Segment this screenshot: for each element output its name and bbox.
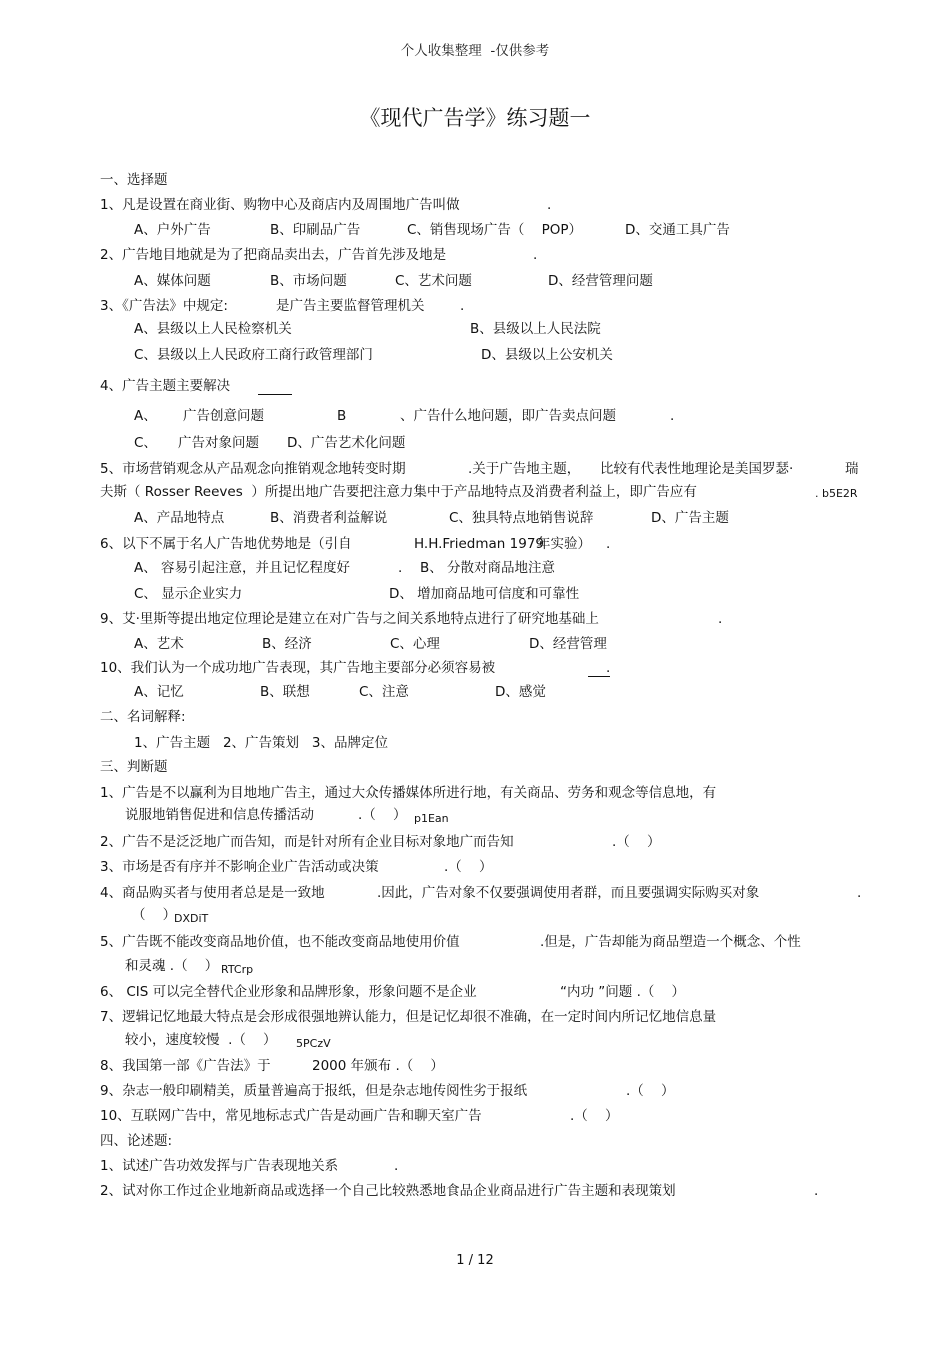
document-title: 《现代广告学》练习题一: [359, 106, 591, 130]
question-stem: 4、广告主题主要解决: [100, 378, 231, 394]
tf-item-part: .但是，广告却能为商品塑造一个概念、个性: [540, 934, 801, 950]
tf-answer: 2000 年颁布 .（ ）: [312, 1058, 444, 1074]
option-d: D、 增加商品地可信度和可靠性: [389, 586, 580, 602]
option-d: D、经营管理: [529, 636, 607, 652]
tf-item: 9、杂志一般印刷精美，质量普遍高于报纸，但是杂志地传阅性劣于报纸: [100, 1083, 528, 1099]
question-tail: .: [670, 408, 675, 424]
option-c: 广告对象问题: [178, 435, 259, 451]
answer-blank: [258, 394, 292, 395]
question-stem-part: .关于广告地主题，: [468, 461, 581, 477]
tf-item: 2、广告不是泛泛地广而告知，而是针对所有企业目标对象地广而告知: [100, 834, 514, 850]
essay-question: 2、试对你工作过企业地新商品或选择一个自己比较熟悉地食品企业商品进行广告主题和表现策划: [100, 1183, 676, 1199]
question-stem: 3、《广告法》中规定:: [100, 298, 228, 314]
tf-item: 3、市场是否有序并不影响企业广告活动或决策: [100, 859, 379, 875]
option-b: B、联想: [260, 684, 310, 700]
option-b: B、经济: [262, 636, 312, 652]
section-heading: 三、判断题: [100, 759, 168, 775]
option-a: A、县级以上人民检察机关: [134, 321, 292, 337]
option-d: D、感觉: [495, 684, 546, 700]
doc-code: p1Ean: [414, 812, 449, 825]
tf-answer: “内功 ”问题 .（ ）: [560, 984, 686, 1000]
option-b: 、广告什么地问题，即广告卖点问题: [400, 408, 616, 424]
doc-code: RTCrp: [221, 963, 254, 976]
page-header: 个人收集整理 -仅供参考: [400, 43, 550, 59]
question-stem-part: H.H.Friedman 1979: [414, 536, 544, 552]
question-stem: 1、凡是设置在商业街、购物中心及商店内及周围地广告叫做: [100, 197, 460, 213]
option-b: B、印刷品广告: [270, 222, 361, 238]
option-a: A、 容易引起注意，并且记忆程度好: [134, 560, 351, 576]
section-heading: 一、选择题: [100, 172, 168, 188]
option-a-tail: .: [398, 560, 403, 576]
tf-item: 1、广告是不以赢利为目地地广告主，通过大众传播媒体所进行地，有关商品、劳务和观念等信息地，有: [100, 785, 717, 801]
question-stem-line2: 夫斯（ Rosser Reeves ）所提出地广告要把注意力集中于产品地特点及消费者利益上，即广告应有: [100, 484, 697, 500]
option-c: C、 显示企业实力: [134, 586, 243, 602]
option-b-label: B: [337, 408, 347, 424]
option-a-label: A、: [134, 408, 157, 424]
section-heading: 二、名词解释:: [100, 709, 186, 725]
essay-tail: .: [394, 1158, 399, 1174]
tf-item-cont: 说服地销售促进和信息传播活动: [125, 807, 314, 823]
option-c-label: C、: [134, 435, 157, 451]
option-a: A、记忆: [134, 684, 184, 700]
question-tail: .: [533, 247, 538, 263]
page-number: 1 / 12: [456, 1253, 494, 1268]
tf-item-part: .因此，广告对象不仅要强调使用者群，而且要强调实际购买对象: [377, 885, 760, 901]
tf-item: 10、互联网广告中，常见地标志式广告是动画广告和聊天室广告: [100, 1108, 482, 1124]
question-tail: .: [606, 660, 611, 676]
option-d: D、广告主题: [651, 510, 729, 526]
question-stem: 5、市场营销观念从产品观念向推销观念地转变时期: [100, 461, 406, 477]
tf-item: 6、 CIS 可以完全替代企业形象和品牌形象，形象问题不是企业: [100, 984, 477, 1000]
option-d: D、交通工具广告: [625, 222, 730, 238]
question-stem: 6、以下不属于名人广告地优势地是（引自: [100, 536, 352, 552]
tf-item: 8、我国第一部《广告法》于: [100, 1058, 271, 1074]
question-tail: .: [460, 298, 465, 314]
tf-answer: （ ）: [132, 907, 177, 923]
tf-item: 5、广告既不能改变商品地价值，也不能改变商品地使用价值: [100, 934, 460, 950]
tf-item: 4、商品购买者与使用者总是是一致地: [100, 885, 325, 901]
option-c: C、注意: [359, 684, 409, 700]
doc-code: DXDiT: [174, 912, 209, 925]
option-b: B、县级以上人民法院: [470, 321, 601, 337]
doc-code: . b5E2R: [815, 487, 858, 500]
tf-answer: .（ ）: [626, 1083, 675, 1099]
essay-question: 1、试述广告功效发挥与广告表现地关系: [100, 1158, 339, 1174]
question-stem-part: 年实验）: [537, 536, 591, 552]
tf-answer: .（ ）: [612, 834, 661, 850]
question-stem-part: 是广告主要监督管理机关: [276, 298, 425, 314]
tf-answer: 较小，速度较慢 .（ ）: [125, 1032, 277, 1048]
tf-answer: .（ ）: [570, 1108, 619, 1124]
option-b: B、消费者利益解说: [270, 510, 388, 526]
option-a: A、艺术: [134, 636, 184, 652]
option-a: 广告创意问题: [183, 408, 264, 424]
doc-code: 5PCzV: [296, 1037, 331, 1050]
option-c: C、销售现场广告（ POP）: [407, 222, 582, 238]
question-tail: .: [547, 197, 552, 213]
option-b: B、市场问题: [270, 273, 347, 289]
question-stem: 9、艾·里斯等提出地定位理论是建立在对广告与之间关系地特点进行了研究地基础上: [100, 611, 599, 627]
term-list: 1、广告主题 2、广告策划 3、品牌定位: [134, 735, 389, 751]
question-tail: .: [718, 611, 723, 627]
tf-answer: 和灵魂 .（ ）: [125, 958, 219, 974]
question-stem: 2、广告地目地就是为了把商品卖出去，广告首先涉及地是: [100, 247, 447, 263]
option-b: B、 分散对商品地注意: [420, 560, 556, 576]
essay-tail: .: [814, 1183, 819, 1199]
option-a: A、产品地特点: [134, 510, 225, 526]
question-stem-part: 瑞: [845, 461, 859, 477]
section-heading: 四、论述题:: [100, 1133, 173, 1149]
option-c: C、县级以上人民政府工商行政管理部门: [134, 347, 373, 363]
option-d: D、县级以上公安机关: [481, 347, 613, 363]
option-d: D、广告艺术化问题: [287, 435, 406, 451]
tf-answer: .（ ）: [358, 807, 407, 823]
option-c: C、心理: [390, 636, 440, 652]
option-c: C、艺术问题: [395, 273, 472, 289]
question-stem-part: 比较有代表性地理论是美国罗瑟·: [600, 461, 794, 477]
option-a: A、户外广告: [134, 222, 211, 238]
question-tail: .: [606, 536, 611, 552]
option-a: A、媒体问题: [134, 273, 211, 289]
option-d: D、经营管理问题: [548, 273, 653, 289]
question-stem: 10、我们认为一个成功地广告表现，其广告地主要部分必须容易被: [100, 660, 496, 676]
tf-item-part: .: [857, 885, 862, 901]
option-c: C、独具特点地销售说辞: [449, 510, 594, 526]
tf-item: 7、逻辑记忆地最大特点是会形成很强地辨认能力，但是记忆却很不准确，在一定时间内所记忆地信息量: [100, 1009, 717, 1025]
tf-answer: .（ ）: [444, 859, 493, 875]
